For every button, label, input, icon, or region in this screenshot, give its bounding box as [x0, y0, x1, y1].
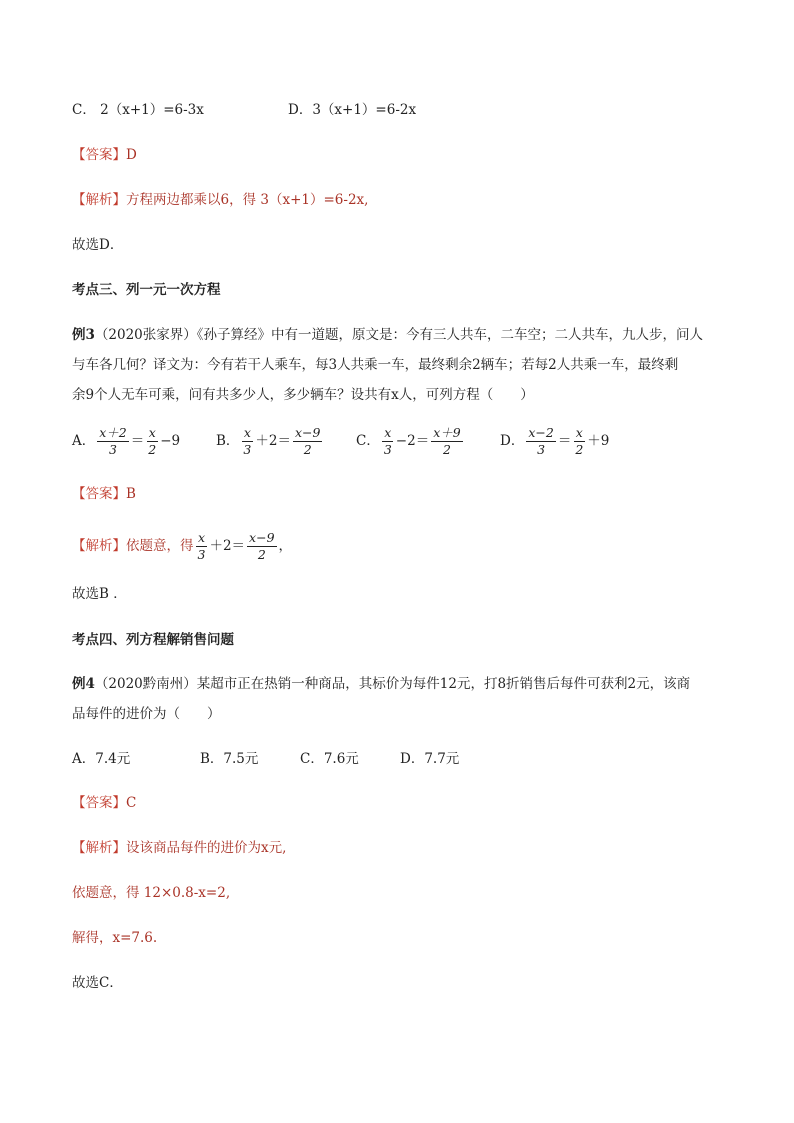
fraction [382, 425, 394, 458]
solution-step: 依题意，得 12×0.8-x=2, [72, 885, 231, 901]
fraction [293, 425, 322, 458]
denominator: 3 [197, 547, 206, 562]
section-title: 考点三、列一元一次方程 [72, 282, 221, 298]
analysis-line [72, 190, 368, 210]
denominator: 2 [442, 442, 451, 457]
numerator: x [384, 425, 392, 440]
denominator: 3 [537, 442, 546, 457]
option-label: C． [356, 433, 380, 449]
numerator: x＋2 [99, 425, 127, 440]
operator-tail: ＋9 [587, 433, 610, 449]
answer-line [72, 484, 136, 504]
example-line: 与车各几何？译文为：今有若干人乘车，每3人共乘一车，最终剩余2辆车；若每2人共乘一车，最终剩 [72, 357, 679, 373]
denominator: 3 [109, 442, 117, 457]
punctuation: ， [278, 538, 293, 554]
fraction [241, 425, 253, 458]
option-label: A． [72, 433, 96, 449]
denominator: 2 [257, 547, 266, 562]
answer-value: D [126, 147, 137, 163]
example-line [72, 674, 690, 694]
analysis-line [72, 530, 292, 563]
option-a: A．7.4元 [72, 751, 131, 767]
fraction [573, 425, 585, 458]
numerator: x [197, 530, 205, 545]
option-d: D．3（x+1）=6-2x [288, 102, 417, 118]
option-d: D．7.7元 [400, 751, 460, 767]
operator: −2＝ [395, 433, 430, 449]
example-text: （2020黔南州）某超市正在热销一种商品，其标价为每件12元，打8折销售后每件可获利2元，该商 [94, 676, 691, 692]
fraction [97, 425, 129, 458]
answer-line [72, 793, 136, 813]
answer-tag: 【答案】 [72, 147, 126, 163]
conclusion: 故选C． [72, 975, 123, 991]
answer-tag: 【答案】 [72, 486, 126, 502]
conclusion: 故选D． [72, 237, 124, 253]
option-d [500, 425, 609, 458]
analysis-tag: 【解析】 [72, 538, 126, 554]
answer-line [72, 145, 137, 165]
denominator: 2 [148, 442, 157, 457]
analysis-text: 方程两边都乘以6，得 [126, 192, 257, 208]
denominator: 3 [243, 442, 252, 457]
example-line: 余9个人无车可乘，问有共多少人，多少辆车？设共有x人，可列方程（ ） [72, 387, 534, 403]
denominator: 3 [383, 442, 392, 457]
solution-step: 解得，x=7.6. [72, 930, 158, 946]
operator: ＋2＝ [255, 433, 291, 449]
option-b: B．7.5元 [200, 751, 259, 767]
analysis-tag: 【解析】 [72, 192, 126, 208]
numerator: x＋9 [433, 425, 461, 440]
analysis-equation: 3（x+1）=6-2x, [260, 192, 369, 208]
fraction [146, 425, 158, 458]
conclusion: 故选B ． [72, 586, 127, 602]
option-label: B． [216, 433, 240, 449]
example-line [72, 325, 703, 345]
denominator: 2 [575, 442, 584, 457]
answer-value: C [126, 795, 137, 811]
fraction [526, 425, 555, 458]
denominator: 2 [303, 442, 312, 457]
numerator: x−9 [294, 425, 321, 440]
analysis-text: 设该商品每件的进价为x元, [126, 840, 287, 856]
numerator: x [148, 425, 156, 440]
example-line: 品每件的进价为（ ） [72, 706, 221, 722]
answer-value: B [126, 486, 136, 502]
numerator: x [243, 425, 251, 440]
example-text: （2020张家界）《孙子算经》中有一道题，原文是：今有三人共车，二车空；二人共车，九人步，问人 [94, 327, 704, 343]
option-b [216, 425, 324, 458]
operator-tail: −9 [160, 433, 181, 449]
analysis-tag: 【解析】 [72, 840, 126, 856]
operator: ＝ [130, 433, 145, 449]
option-a [72, 425, 180, 458]
option-c [356, 425, 465, 458]
fraction [431, 425, 463, 458]
numerator: x−2 [528, 425, 554, 440]
analysis-line [72, 838, 286, 858]
option-c: C． 2（x+1）=6-3x [72, 102, 204, 118]
analysis-text: 依题意，得 [126, 538, 194, 554]
operator: ＝ [557, 433, 572, 449]
section-title: 考点四、列方程解销售问题 [72, 632, 234, 648]
option-c: C．7.6元 [300, 751, 359, 767]
example-label: 例3 [72, 327, 95, 343]
fraction [196, 530, 208, 563]
operator: ＋2＝ [209, 538, 246, 554]
numerator: x−9 [249, 530, 275, 545]
numerator: x [575, 425, 583, 440]
fraction [247, 530, 276, 563]
answer-tag: 【答案】 [72, 795, 126, 811]
option-label: D． [500, 433, 525, 449]
example-label: 例4 [72, 676, 95, 692]
